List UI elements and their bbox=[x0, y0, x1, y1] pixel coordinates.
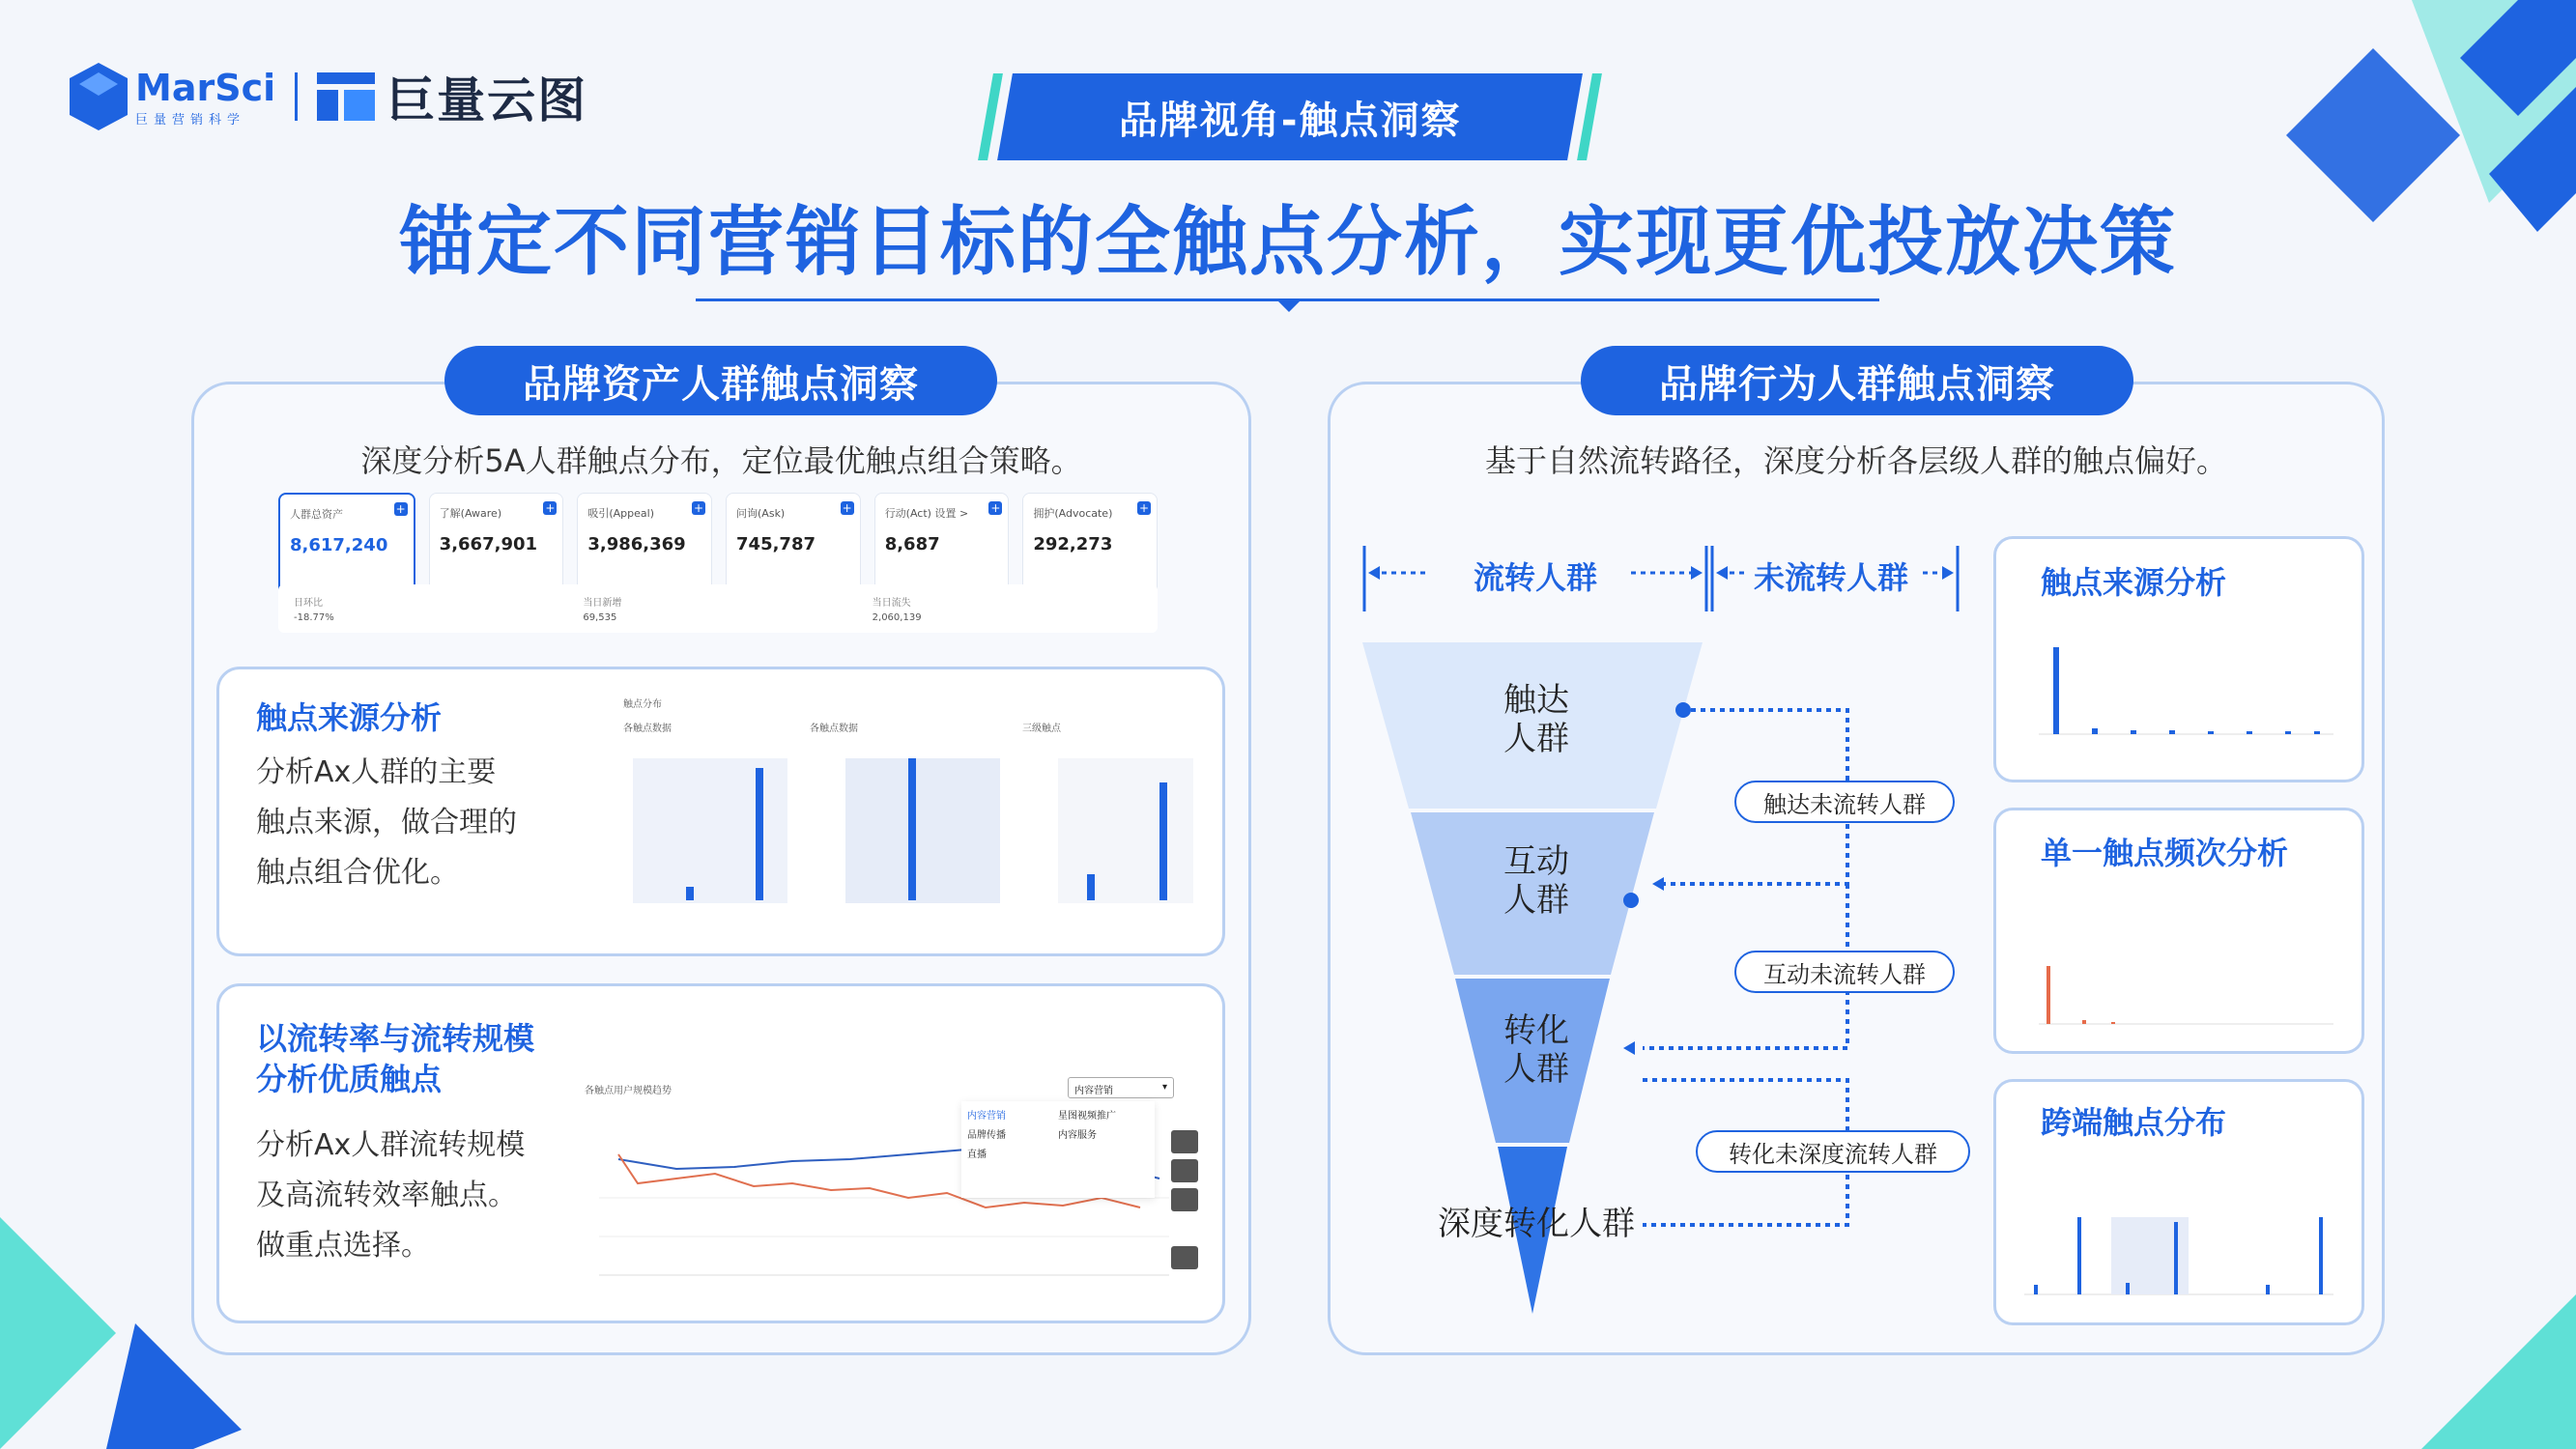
metric-value: 3,986,369 bbox=[587, 534, 686, 554]
metric-label: 人群总资产 bbox=[290, 508, 343, 521]
logo-divider bbox=[295, 72, 298, 121]
stat-value: 69,535 bbox=[583, 612, 617, 623]
touchpoint-source-title: 触点来源分析 bbox=[256, 699, 443, 736]
mini-bar-chart bbox=[1058, 758, 1193, 903]
chevron-down-icon: ▾ bbox=[1161, 1082, 1167, 1093]
metric-value: 745,787 bbox=[736, 534, 816, 554]
menu-item[interactable]: 品牌传播 bbox=[967, 1130, 1006, 1141]
funnel-stage-line: 人群 bbox=[1503, 881, 1569, 920]
metric-value: 292,273 bbox=[1033, 534, 1113, 554]
funnel-stage-convert bbox=[1469, 1011, 1604, 1089]
funnel-stage-reach bbox=[1469, 681, 1604, 758]
stats-row bbox=[278, 584, 1158, 633]
yuntu-mark-icon bbox=[317, 72, 375, 121]
funnel-stage-line: 人群 bbox=[1503, 720, 1569, 758]
add-icon[interactable]: + bbox=[395, 502, 406, 516]
bubble-convert-nonflow: 转化未深度流转人群 bbox=[1696, 1130, 1970, 1173]
side-card-cross-device-title: 跨端触点分布 bbox=[2041, 1104, 2227, 1141]
side-card-frequency-title: 单一触点频次分析 bbox=[2041, 835, 2289, 871]
brand-behavior-panel-title: 品牌行为人群触点洞察 bbox=[1581, 346, 2133, 415]
touchpoint-mini-charts bbox=[618, 715, 1198, 927]
help-icon[interactable] bbox=[1171, 1130, 1198, 1153]
stat-item bbox=[873, 594, 1142, 623]
brand-asset-panel-title: 品牌资产人群触点洞察 bbox=[444, 346, 997, 415]
metric-label: 问询(Ask) bbox=[736, 507, 786, 520]
trend-chart-title: 各触点用户规模趋势 bbox=[585, 1086, 672, 1096]
stat-label: 日环比 bbox=[294, 598, 323, 609]
menu-item[interactable]: 内容服务 bbox=[1058, 1130, 1097, 1141]
cube-icon bbox=[70, 63, 128, 130]
logo-brand-text: MarSci bbox=[135, 66, 276, 109]
metric-label: 行动(Act) 设置 > bbox=[884, 507, 969, 520]
funnel-stage-line: 转化 bbox=[1503, 1011, 1569, 1050]
metric-value: 3,667,901 bbox=[439, 534, 538, 554]
funnel-stage-deep-convert: 深度转化人群 bbox=[1438, 1205, 1635, 1243]
bubble-reach-nonflow: 触达未流转人群 bbox=[1734, 781, 1955, 823]
card-text-line: 及高流转效率触点。 bbox=[256, 1179, 517, 1212]
menu-item[interactable]: 内容营销 bbox=[967, 1111, 1006, 1122]
bubble-interact-nonflow: 互动未流转人群 bbox=[1734, 951, 1955, 993]
funnel-stage-line: 人群 bbox=[1503, 1050, 1569, 1089]
card-text-line: 触点组合优化。 bbox=[256, 856, 459, 890]
card-title-line: 分析优质触点 bbox=[256, 1061, 443, 1097]
corner-decoration-bottom-right bbox=[2363, 1256, 2576, 1449]
logo2-text: 巨量云图 bbox=[386, 72, 588, 128]
tag-accent-right bbox=[1577, 73, 1602, 160]
refresh-icon[interactable] bbox=[1171, 1246, 1198, 1269]
section-tag bbox=[997, 73, 1583, 160]
metric-label: 拥护(Advocate) bbox=[1033, 507, 1113, 520]
mini-bar-chart bbox=[633, 758, 787, 903]
flow-group-label: 流转人群 bbox=[1474, 559, 1598, 596]
side-card-source-title: 触点来源分析 bbox=[2041, 564, 2227, 601]
stat-item bbox=[294, 594, 563, 623]
logo-sub-text: 巨量营销科学 bbox=[135, 112, 246, 128]
stat-item bbox=[583, 594, 852, 623]
metric-value: 8,617,240 bbox=[290, 535, 388, 555]
nonflow-group-label: 未流转人群 bbox=[1754, 559, 1909, 596]
section-tag-text: 品牌视角-触点洞察 bbox=[1118, 98, 1462, 143]
mini-chart-title: 触点分布 bbox=[623, 699, 662, 710]
side-chart-frequency bbox=[2015, 898, 2343, 1034]
touchpoint-source-text bbox=[256, 748, 517, 898]
dropdown-menu bbox=[961, 1101, 1155, 1198]
mini-bar-chart bbox=[845, 758, 1000, 903]
save-icon[interactable] bbox=[1171, 1188, 1198, 1211]
stat-label: 当日流失 bbox=[872, 598, 911, 609]
card-title-line: 以流转率与流转规模 bbox=[256, 1020, 535, 1057]
flow-quality-text bbox=[256, 1121, 525, 1271]
card-text-line: 做重点选择。 bbox=[256, 1229, 430, 1263]
side-toolbar bbox=[1171, 1130, 1198, 1285]
extra-dots bbox=[1623, 889, 1662, 1082]
funnel-stage-interact bbox=[1469, 842, 1604, 920]
menu-item[interactable]: 星图视频推广 bbox=[1058, 1111, 1116, 1122]
marsci-logo bbox=[70, 63, 275, 130]
metric-label: 了解(Aware) bbox=[439, 507, 502, 520]
metric-value: 8,687 bbox=[884, 534, 940, 554]
add-icon[interactable]: + bbox=[1139, 501, 1150, 515]
menu-item[interactable]: 直播 bbox=[967, 1150, 987, 1160]
add-icon[interactable]: + bbox=[842, 501, 852, 515]
stat-value: 2,060,139 bbox=[872, 612, 922, 623]
side-chart-cross-device bbox=[2015, 1169, 2343, 1304]
add-icon[interactable]: + bbox=[693, 501, 704, 515]
dropdown-select[interactable] bbox=[1068, 1077, 1174, 1098]
card-text-line: 分析Ax人群流转规模 bbox=[256, 1128, 526, 1162]
brand-behavior-desc: 基于自然流转路径，深度分析各层级人群的触点偏好。 bbox=[1484, 442, 2227, 479]
add-icon[interactable]: + bbox=[545, 501, 556, 515]
mini-sub-label: 各触点数据 bbox=[810, 724, 858, 734]
funnel-stage-line: 触达 bbox=[1503, 681, 1569, 720]
stat-value: -18.77% bbox=[294, 612, 334, 623]
metric-label: 吸引(Appeal) bbox=[587, 507, 654, 520]
brand-asset-desc: 深度分析5A人群触点分布，定位最优触点组合策略。 bbox=[360, 442, 1082, 479]
dropdown-value: 内容营销 bbox=[1074, 1086, 1113, 1096]
mini-sub-label: 三级触点 bbox=[1022, 724, 1061, 734]
stat-label: 当日新增 bbox=[583, 598, 622, 609]
title-caret bbox=[1275, 298, 1302, 312]
yuntu-logo bbox=[317, 62, 587, 131]
card-text-line: 触点来源，做合理的 bbox=[256, 806, 517, 839]
page-title: 锚定不同营销目标的全触点分析，实现更优投放决策 bbox=[398, 199, 2177, 286]
add-icon[interactable]: + bbox=[990, 501, 1001, 515]
header-logos bbox=[70, 58, 587, 135]
flow-quality-title bbox=[256, 1018, 534, 1099]
mini-sub-label: 各触点数据 bbox=[623, 724, 672, 734]
funnel-stage-line: 互动 bbox=[1503, 842, 1569, 881]
card-text-line: 分析Ax人群的主要 bbox=[256, 755, 497, 789]
side-chart-source bbox=[2015, 628, 2343, 753]
check-icon[interactable] bbox=[1171, 1159, 1198, 1182]
